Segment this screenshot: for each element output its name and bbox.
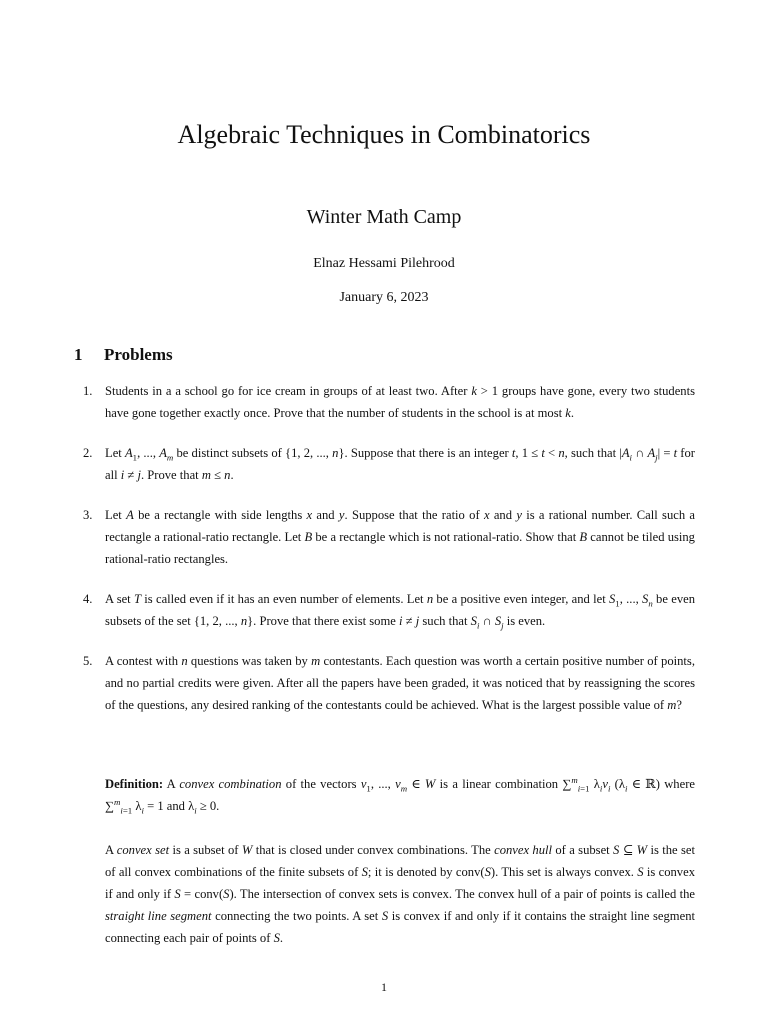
definition-label: Definition: <box>105 777 164 791</box>
document-date: January 6, 2023 <box>339 290 429 305</box>
problem-number: 3. <box>83 508 93 522</box>
document-title: Algebraic Techniques in Combinatorics <box>177 120 591 149</box>
problem-item <box>83 650 695 716</box>
problem-item <box>83 380 695 424</box>
problem-text: A contest with n questions was taken by m contestants. Each question was worth a certain positive number of points, and no partial credits were given. After all the papers have been graded, it was noticed that by reassigning the scores of the questions, any desired ranking of the contestants could be achieved. What is the largest possible value of m? <box>105 654 695 712</box>
section-title: Problems <box>104 345 173 364</box>
definition-text: A convex combination of the vectors $v_1$, ..., $v_m$ ∈ W is a linear combination ∑$^m_{i=1}$ $\lambda_iv_i$ ($\lambda_i$ ∈ ℝ) where ∑$^m_{i=1}$ $\lambda_i = 1$ and $\lambda_i \ge 0$. <box>105 774 695 816</box>
document-subtitle: Winter Math Camp <box>306 206 462 228</box>
problem-item <box>83 588 695 632</box>
problem-number: 4. <box>83 592 93 606</box>
problem-number: 1. <box>83 384 93 398</box>
problem-item <box>83 442 695 486</box>
problem-text: Let A be a rectangle with side lengths x and y. Suppose that the ratio of x and y is a rational number. Call such a rectangle a rational-ratio rectangle. Let B be a rectangle which is not rational-ratio. Show that B cannot be tiled using rational-ratio rectangles. <box>105 508 696 566</box>
problem-text: Let $A_1$, ..., $A_m$ be distinct subsets of {1, 2, ..., n}. Suppose that there is an integer t, 1 ≤ t < n, such that $|A_i$ ∩ $A_j| = t$ for all i ≠ j. Prove that m ≤ n. <box>105 446 695 482</box>
problem-text: A set T is called even if it has an even number of elements. Let n be a positive even integer, and let $S_1$, ..., $S_n$ be even subsets of the set {1, 2, ..., n}. Prove that there exist some i ≠ j such that $S_i$ ∩ $S_j$ is even. <box>105 592 695 631</box>
convex-set-paragraph: A convex set is a subset of W that is closed under convex combinations. The convex hull of a subset S ⊆ W is the set of all convex combinations of the finite subsets of S; it is denoted by conv(S). This set is always convex. S is convex if and only if S = conv(S). The intersection of convex sets is convex. The convex hull of a pair of points is called the straight line segment connecting the two points. A set S is convex if and only if it contains the straight line segment connecting each pair of points of S. <box>105 843 695 945</box>
author-name: Elnaz Hessami Pilehrood <box>313 256 455 271</box>
page-number: 1 <box>381 980 387 994</box>
definition-block <box>105 773 695 817</box>
problem-item <box>83 504 696 570</box>
problem-number: 2. <box>83 446 93 460</box>
section-number: 1 <box>74 345 83 364</box>
problem-text: Students in a a school go for ice cream in groups of at least two. After k > 1 groups have gone, every two students have gone together exactly once. Prove that the number of students in the school is at most k. <box>105 384 695 420</box>
problem-list <box>83 380 696 734</box>
problem-number: 5. <box>83 654 93 668</box>
section-heading <box>74 345 173 365</box>
